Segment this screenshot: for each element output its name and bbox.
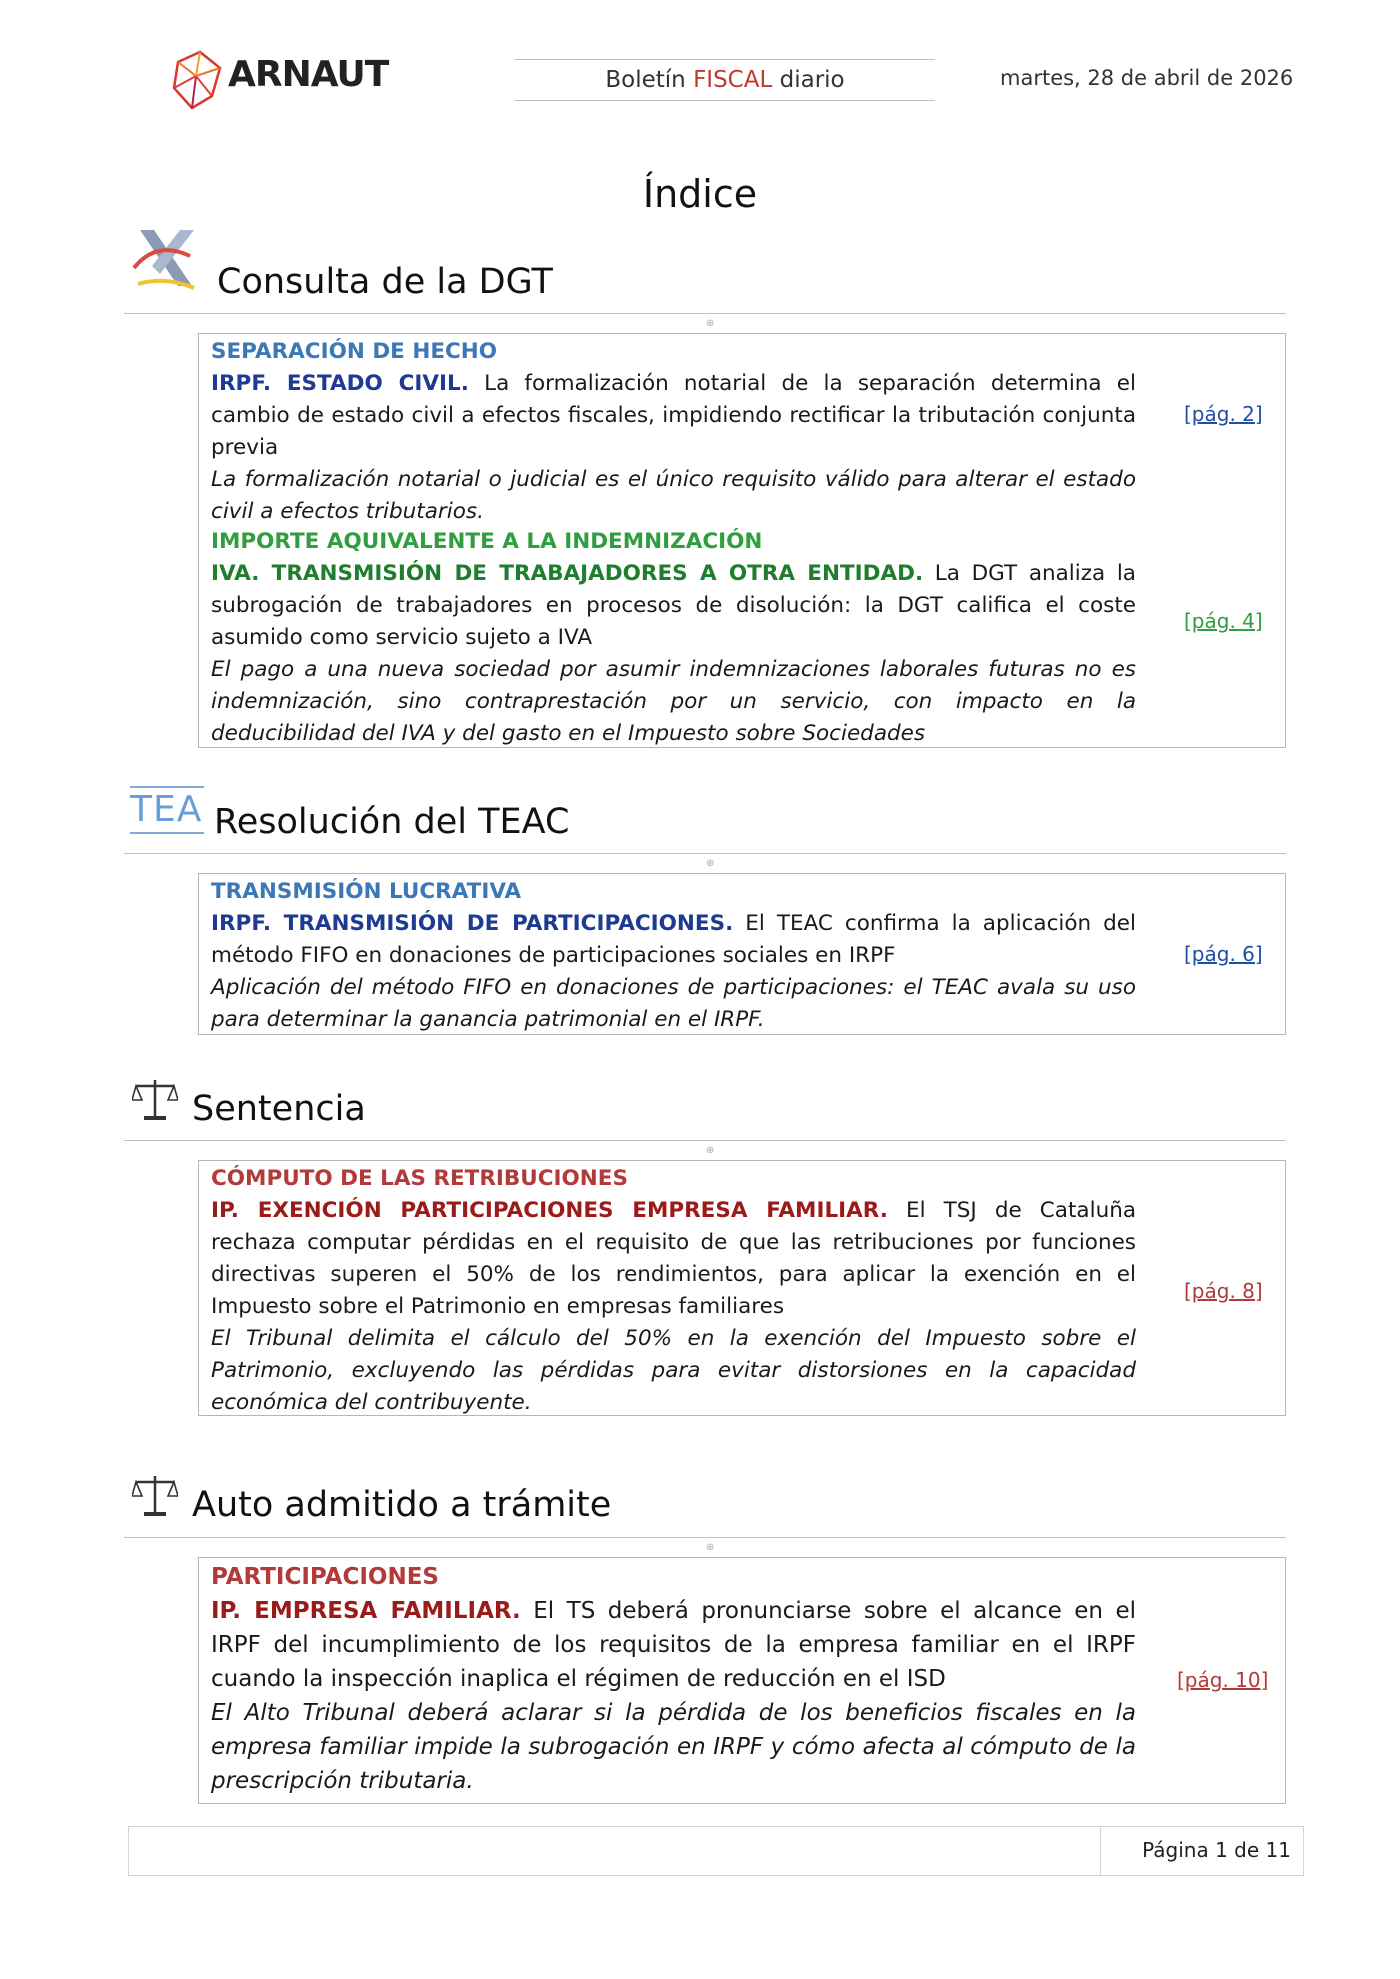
section-title-teac: Resolución del TEAC (214, 802, 570, 842)
section-title-dgt: Consulta de la DGT (217, 262, 553, 302)
anchor-icon: ⊕ (706, 858, 715, 869)
entry-indemnizacion (211, 526, 1136, 750)
index-title: Índice (642, 172, 758, 216)
entry-transmision-lucrativa (211, 876, 1136, 1036)
entry-separacion (211, 336, 1136, 528)
entry-lead: IP. EXENCIÓN PARTICIPACIONES EMPRESA FAMILIAR. (211, 1198, 888, 1223)
entry-text: La formalización notarial de la separación determina el cambio de estado civil a efectos fiscales, impidiendo rectificar la tributación conjunta previa (211, 371, 1136, 460)
bulletin-suffix: diario (772, 67, 845, 93)
anchor-icon: ⊕ (706, 1542, 715, 1553)
section-divider (124, 313, 1286, 314)
entry-category: CÓMPUTO DE LAS RETRIBUCIONES (211, 1166, 628, 1191)
page-link-4[interactable]: [pág. 4] (1184, 609, 1263, 633)
entry-category: SEPARACIÓN DE HECHO (211, 339, 498, 364)
entry-box-auto (198, 1557, 1286, 1804)
entry-box-sentencia (198, 1160, 1286, 1416)
section-divider (124, 853, 1286, 854)
page-number: Página 1 de 11 (1142, 1838, 1291, 1862)
entry-category: TRANSMISIÓN LUCRATIVA (211, 879, 522, 904)
section-title-auto: Auto admitido a trámite (192, 1485, 612, 1525)
tea-logo-text: TEA (130, 789, 203, 830)
section-divider (124, 1537, 1286, 1538)
entry-summary: El Tribunal delimita el cálculo del 50% en la exención del Impuesto sobre el Patrimonio, excluyendo las pérdidas para evitar distorsiones en la capacidad económica del contribuyente. (211, 1326, 1136, 1415)
agencia-tributaria-logo-icon (130, 226, 204, 292)
bulletin-prefix: Boletín (605, 67, 694, 93)
anchor-icon: ⊕ (706, 1145, 715, 1156)
entry-box-teac (198, 873, 1286, 1035)
bulletin-title (515, 59, 935, 101)
entry-text: La DGT analiza la subrogación de trabajadores en procesos de disolución: la DGT califica el coste asumido como servicio sujeto a IVA (211, 561, 1136, 650)
anchor-icon: ⊕ (706, 318, 715, 329)
scales-icon (132, 1078, 178, 1122)
entry-text: El TEAC confirma la aplicación del método FIFO en donaciones de participaciones sociales en IRPF (211, 911, 1136, 968)
scales-icon (132, 1474, 178, 1518)
entry-category: PARTICIPACIONES (211, 1564, 439, 1590)
entry-lead: IRPF. ESTADO CIVIL. (211, 371, 469, 396)
entry-box-dgt (198, 333, 1286, 748)
entry-text: El TSJ de Cataluña rechaza computar pérdidas en el requisito de que las retribuciones por funciones directivas superen el 50% de los rendimientos, para aplicar la exención en el Impuesto sobre el Patrimonio en empresas familiares (211, 1198, 1136, 1319)
arnaut-logo (170, 50, 390, 110)
footer-divider (1100, 1827, 1101, 1875)
page-link-8[interactable]: [pág. 8] (1184, 1279, 1263, 1303)
header-date: martes, 28 de abril de 2026 (1000, 66, 1294, 90)
page-link-2[interactable]: [pág. 2] (1184, 402, 1263, 426)
entry-summary: Aplicación del método FIFO en donaciones de participaciones: el TEAC avala su uso para determinar la ganancia patrimonial en el IRPF. (211, 975, 1136, 1032)
entry-lead: IP. EMPRESA FAMILIAR. (211, 1598, 521, 1624)
entry-participaciones (211, 1560, 1136, 1798)
entry-summary: El pago a una nueva sociedad por asumir indemnizaciones laborales futuras no es indemnización, sino contraprestación por un servicio, con impacto en la deducibilidad del IVA y del gasto en el Impuesto sobre Sociedades (211, 657, 1136, 746)
entry-category: IMPORTE AQUIVALENTE A LA INDEMNIZACIÓN (211, 529, 763, 554)
section-title-sentencia: Sentencia (192, 1089, 366, 1129)
page-link-10[interactable]: [pág. 10] (1177, 1668, 1269, 1692)
entry-text: El TS deberá pronunciarse sobre el alcance en el IRPF del incumplimiento de los requisitos de la empresa familiar en el IRPF cuando la inspección inaplica el régimen de reducción en el ISD (211, 1598, 1136, 1692)
entry-summary: La formalización notarial o judicial es el único requisito válido para alterar el estado civil a efectos tributarios. (211, 467, 1136, 524)
page-link-6[interactable]: [pág. 6] (1184, 942, 1263, 966)
bulletin-accent: FISCAL (693, 67, 773, 93)
entry-lead: IVA. TRANSMISIÓN DE TRABAJADORES A OTRA ENTIDAD. (211, 561, 924, 586)
entry-computo (211, 1163, 1136, 1419)
tea-logo (130, 786, 204, 836)
section-divider (124, 1140, 1286, 1141)
arnaut-logo-icon (170, 50, 226, 110)
entry-lead: IRPF. TRANSMISIÓN DE PARTICIPACIONES. (211, 911, 734, 936)
brand-name: ARNAUT (228, 54, 389, 95)
page-footer (128, 1826, 1304, 1876)
entry-summary: El Alto Tribunal deberá aclarar si la pérdida de los beneficios fiscales en la empresa familiar impide la subrogación en IRPF y cómo afecta al cómputo de la prescripción tributaria. (211, 1700, 1136, 1794)
